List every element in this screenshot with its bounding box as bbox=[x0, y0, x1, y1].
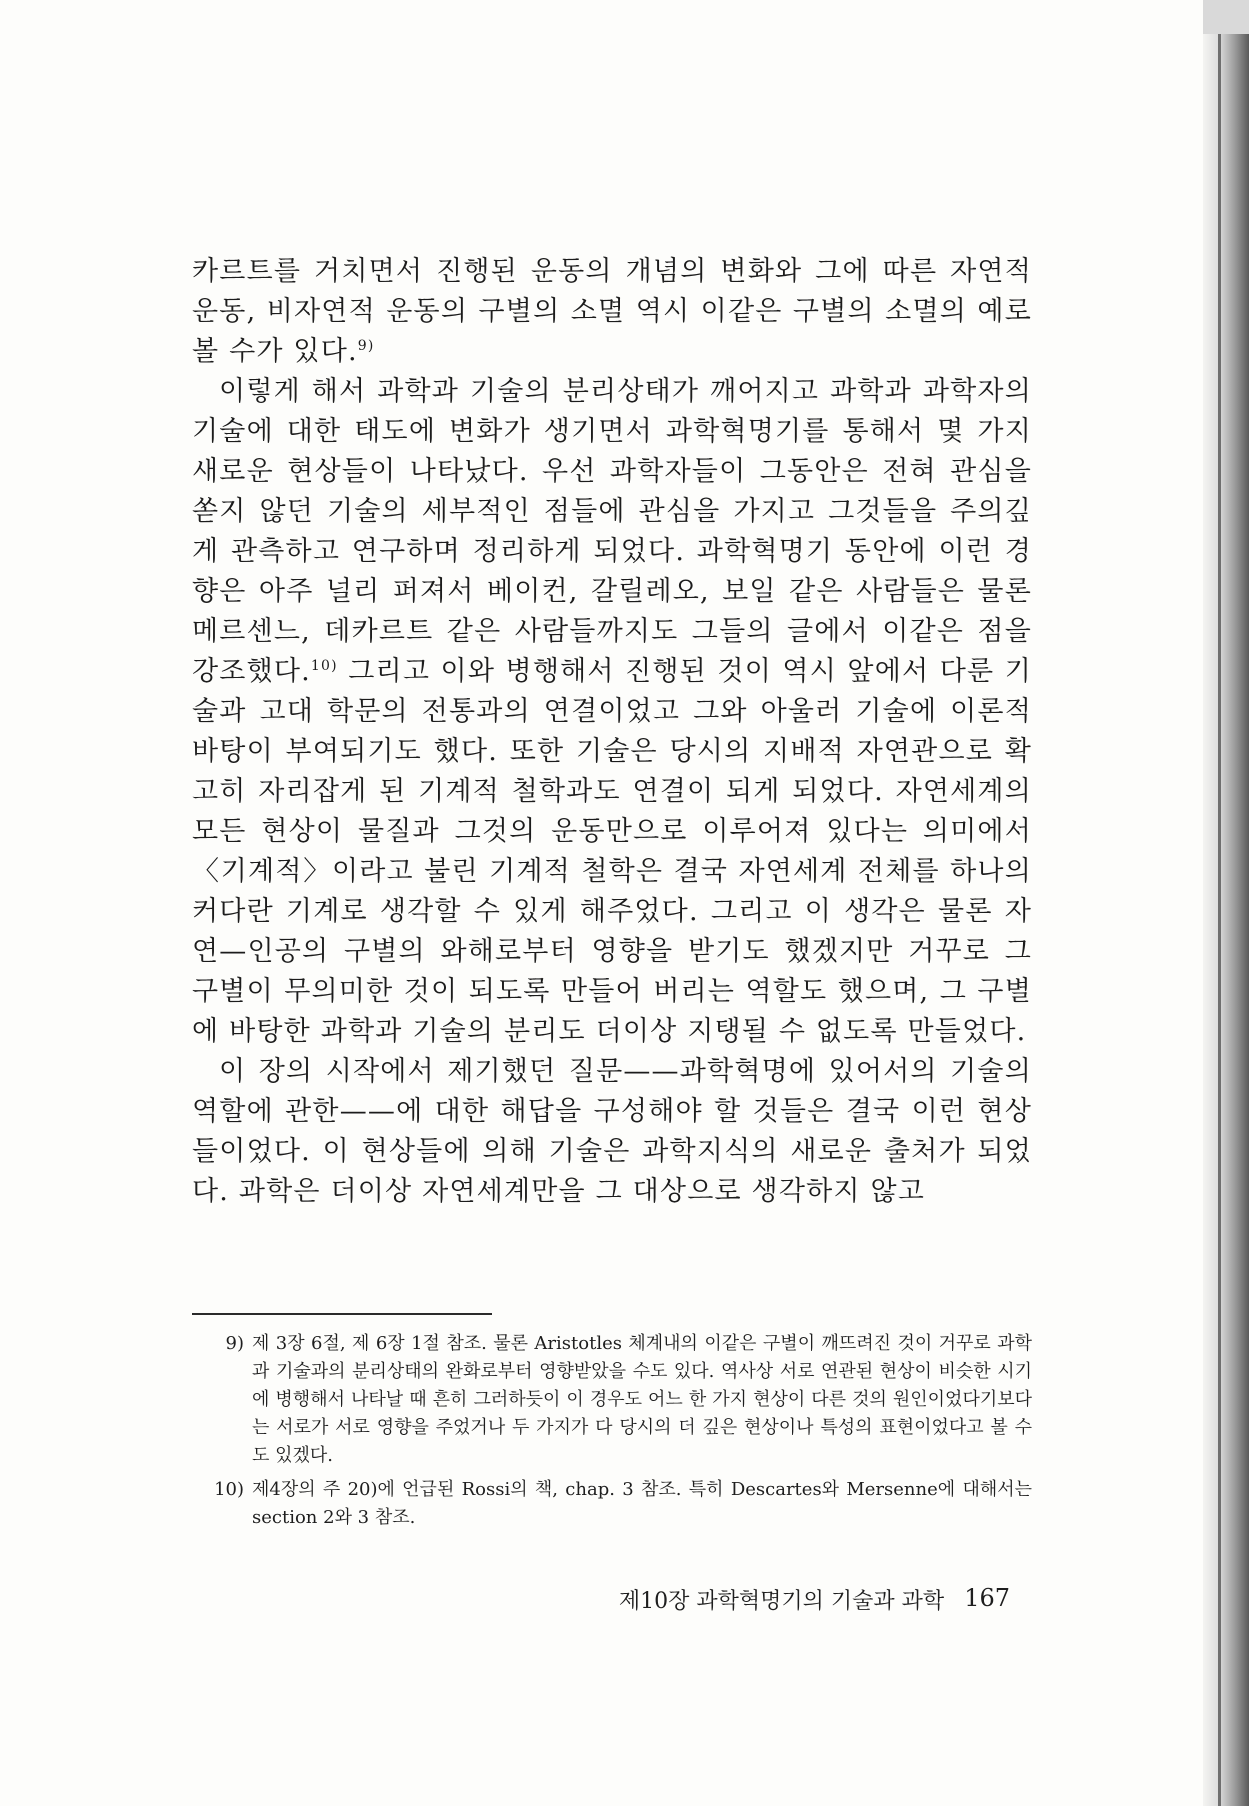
page-edge-shadow bbox=[1203, 0, 1249, 1806]
paragraph-3-text: 이 장의 시작에서 제기했던 질문——과학혁명에 있어서의 기술의 역할에 관한——에 대한 해답을 구성해야 할 것들은 결국 이런 현상들이었다. 이 현상들에 의해 기술은 과학지식의 새로운 출처가 되었다. 과학은 더이상 자연세계만을 그 대상으로 생각하지 않고 bbox=[192, 1056, 1032, 1207]
paragraph-1 bbox=[192, 252, 1032, 372]
chapter-title: 제10장 과학혁명기의 기술과 과학 bbox=[618, 1589, 945, 1614]
footnote-text: 제4장의 주 20)에 언급된 Rossi의 책, chap. 3 참조. 특히 Descartes와 Mersenne에 대해서는 section 2와 3 참조. bbox=[252, 1479, 1032, 1528]
footnote-separator bbox=[192, 1313, 492, 1315]
paragraph-2-text: 이렇게 해서 과학과 기술의 분리상태가 깨어지고 과학과 과학자의 기술에 대한 태도에 변화가 생기면서 과학혁명기를 통해서 몇 가지 새로운 현상들이 나타났다. 우선 과학자들이 그동안은 전혀 관심을 쏟지 않던 기술의 세부적인 점들에 관심을 가지고 그것들을 주의깊게 관측하고 연구하며 정리하게 되었다. 과학혁명기 동안에 이런 경향은 아주 널리 퍼져서 베이컨, 갈릴레오, 보일 같은 사람들은 물론 메르센느, 데카르트 같은 사람들까지도 그들의 글에서 이같은 점을 강조했다. bbox=[192, 376, 1032, 687]
footnote-10 bbox=[200, 1476, 1032, 1532]
page-edge-corner bbox=[1203, 0, 1249, 34]
footnote-text: 제 3장 6절, 제 6장 1절 참조. 물론 Aristotles 체계내의 이같은 구별이 깨뜨려진 것이 거꾸로 과학과 기술과의 분리상태의 완화로부터 영향받았을 수도 있다. 역사상 서로 연관된 현상이 비슷한 시기에 병행해서 나타날 때 흔히 그러하듯이 이 경우도 어느 한 가지 현상이 다른 것의 원인이었다기보다는 서로가 서로 영향을 주었거나 두 가지가 다 당시의 더 깊은 현상이나 특성의 표현이었다고 볼 수도 있겠다. bbox=[252, 1333, 1032, 1466]
footnote-number: 9) bbox=[225, 1333, 244, 1354]
paragraph-2-text-continued: 그리고 이와 병행해서 진행된 것이 역시 앞에서 다룬 기술과 고대 학문의 전통과의 연결이었고 그와 아울러 기술에 이론적 바탕이 부여되기도 했다. 또한 기술은 당시의 지배적 자연관으로 확고히 자리잡게 된 기계적 철학과도 연결이 되게 되었다. 자연세계의 모든 현상이 물질과 그것의 운동만으로 이루어져 있다는 의미에서 〈기계적〉이라고 불린 기계적 철학은 결국 자연세계 전체를 하나의 커다란 기계로 생각할 수 있게 해주었다. 그리고 이 생각은 물론 자연—인공의 구별의 와해로부터 영향을 받기도 했겠지만 거꾸로 그 구별이 무의미한 것이 되도록 만들어 버리는 역할도 했으며, 그 구별에 바탕한 과학과 기술의 분리도 더이상 지탱될 수 없도록 만들었다. bbox=[192, 656, 1032, 1047]
footnotes bbox=[200, 1330, 1032, 1538]
running-footer bbox=[560, 1584, 1010, 1615]
paragraph-2 bbox=[192, 372, 1032, 1052]
paragraph-3 bbox=[192, 1052, 1032, 1212]
footnote-ref-10: 10) bbox=[310, 658, 338, 674]
footnote-number: 10) bbox=[214, 1479, 244, 1500]
page-edge-line bbox=[1218, 0, 1221, 1806]
body-text bbox=[192, 252, 1032, 1212]
paragraph-1-text: 카르트를 거치면서 진행된 운동의 개념의 변화와 그에 따른 자연적 운동, 비자연적 운동의 구별의 소멸 역시 이같은 구별의 소멸의 예로 볼 수가 있다. bbox=[192, 256, 1032, 367]
footnote-9 bbox=[200, 1330, 1032, 1470]
footnote-ref-9: 9) bbox=[357, 338, 375, 354]
page-number: 167 bbox=[964, 1584, 1010, 1612]
